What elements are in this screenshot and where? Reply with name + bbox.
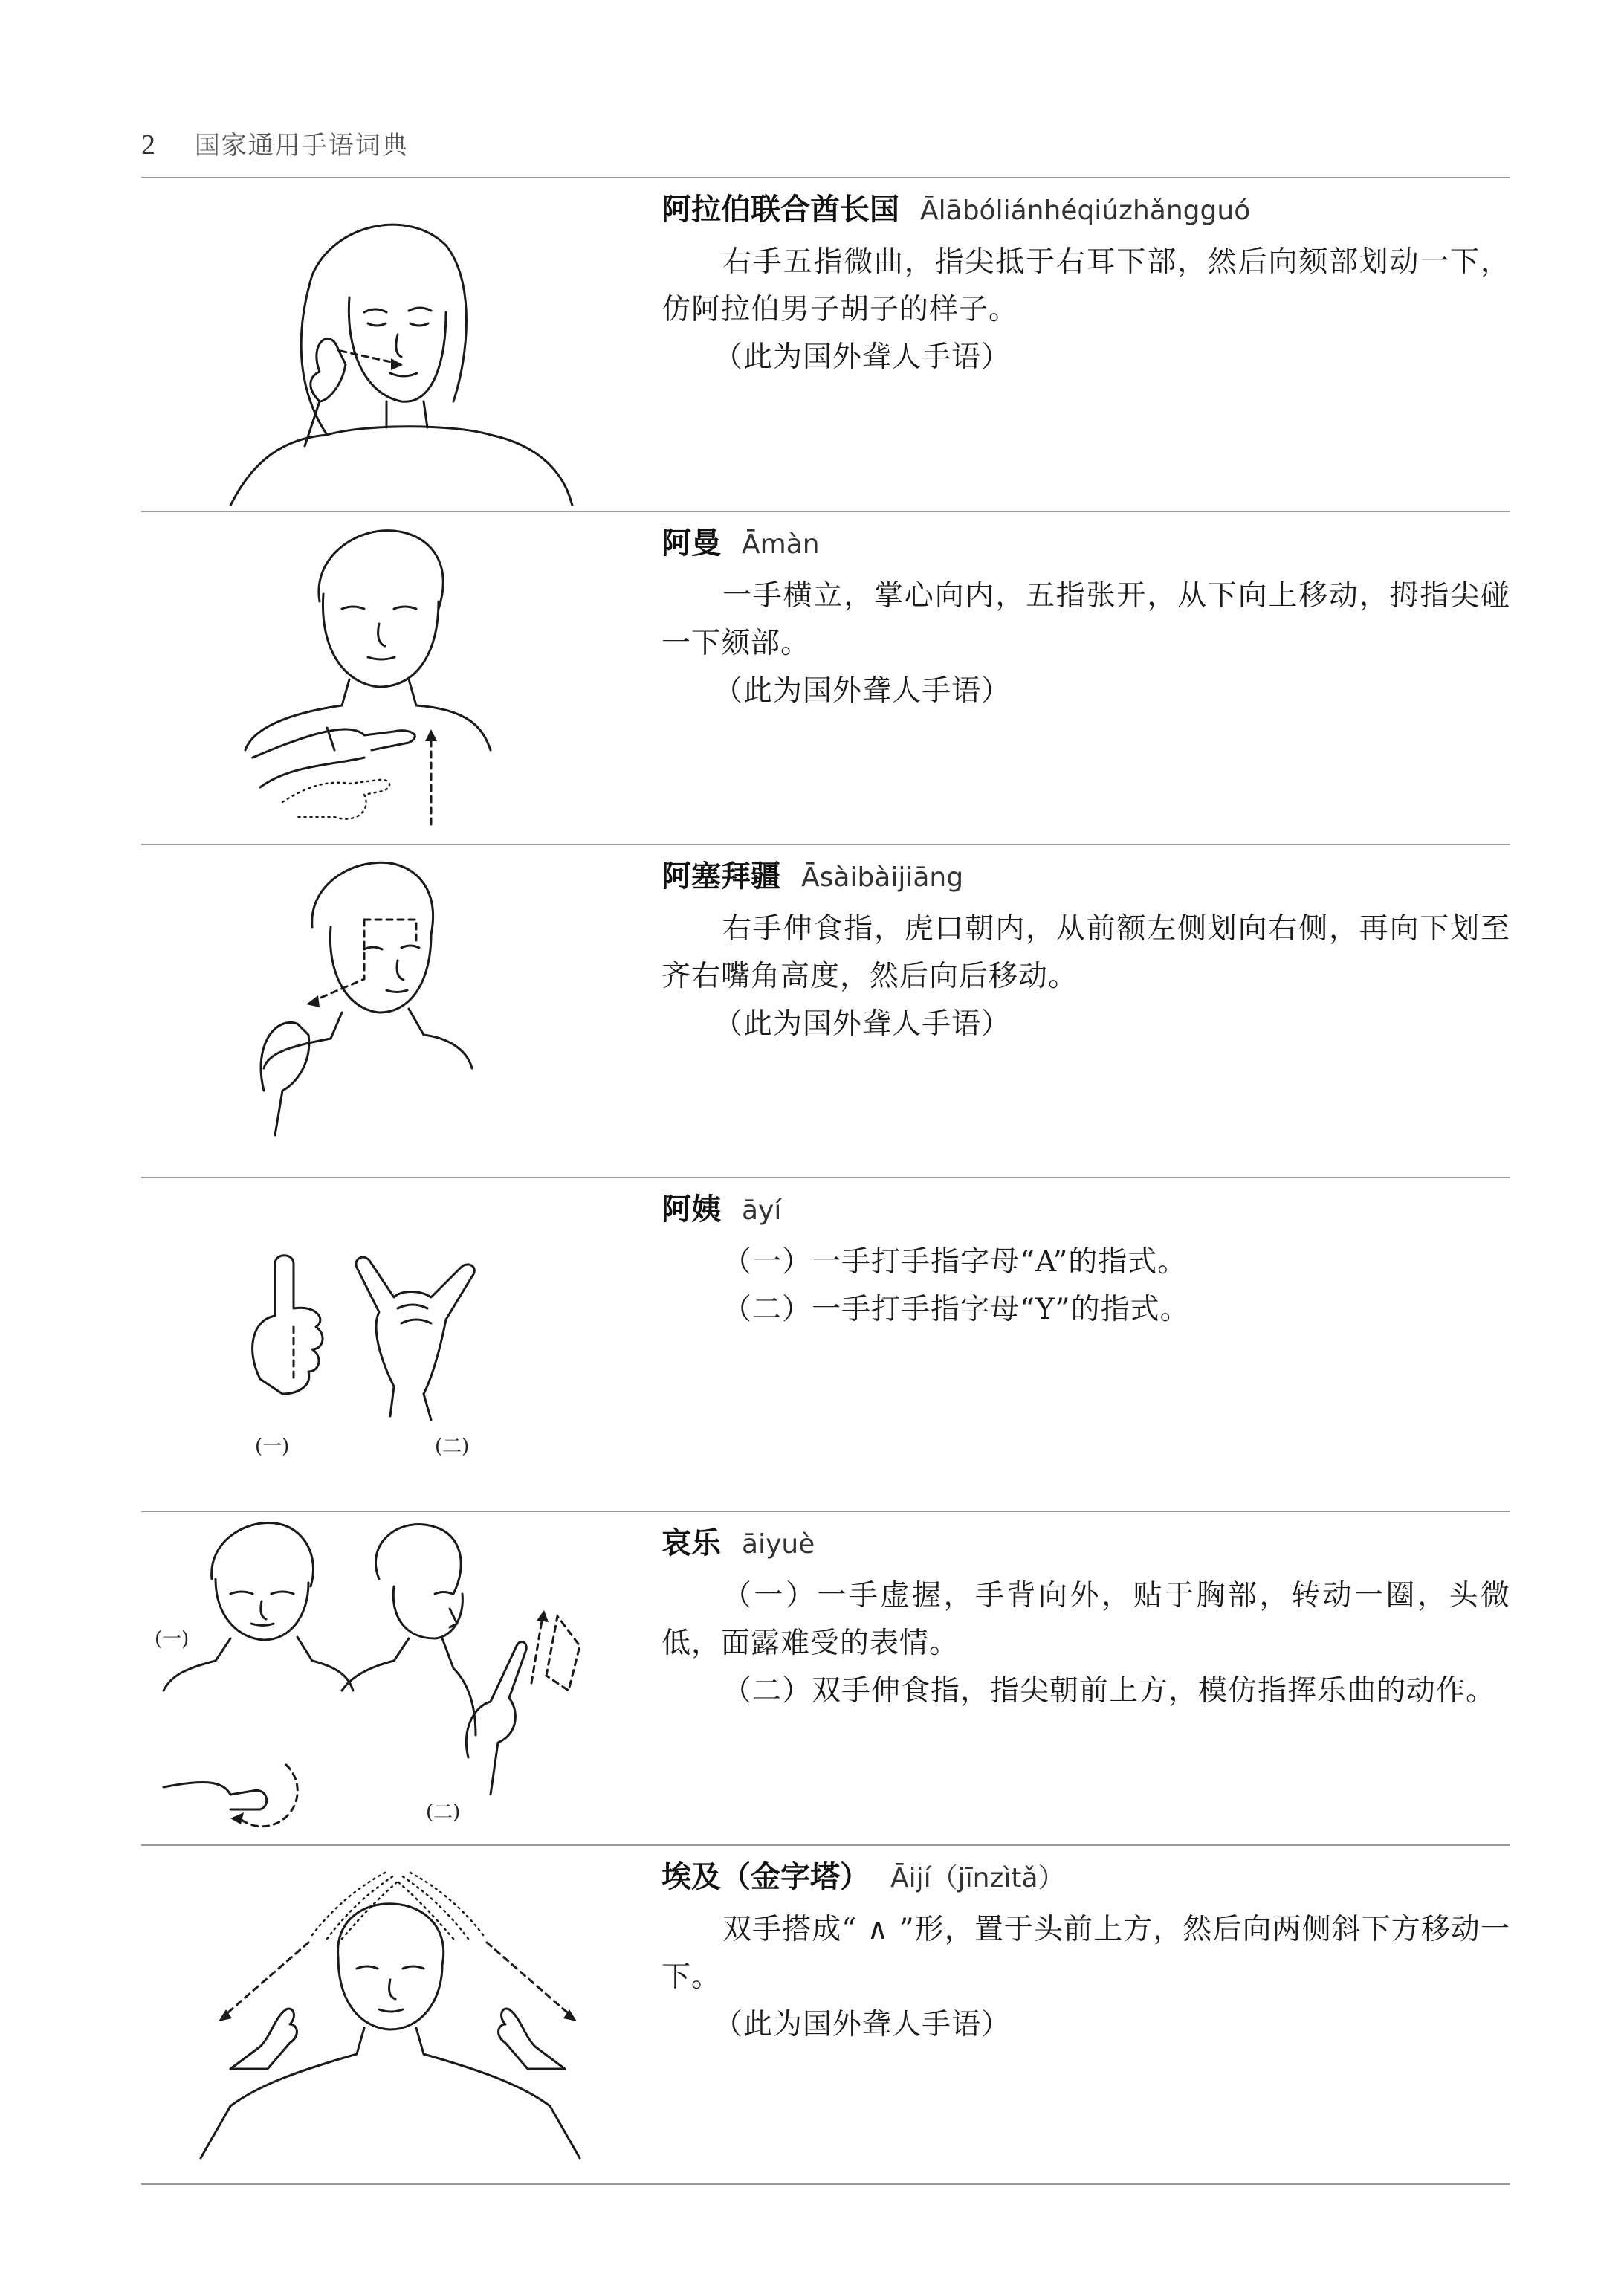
entry-headword: 阿姨 (661, 1192, 721, 1227)
page-header (141, 125, 409, 161)
entry-note: （此为国外聋人手语） (714, 340, 1012, 374)
entry-note: （此为国外聋人手语） (714, 1007, 1012, 1041)
caption-one: (一) (255, 1436, 290, 1458)
entry-definition: 右手五指微曲，指尖抵于右耳下部，然后向颏部划动一下，仿阿拉伯男子胡子的样子。 (661, 245, 1510, 326)
dictionary-entry (141, 1512, 1510, 1844)
entry-pinyin: āiyuè (742, 1529, 815, 1560)
entry-definition: 一手横立，掌心向内，五指张开，从下向上移动，拇指尖碰一下颏部。 (661, 579, 1510, 660)
entry-note: （此为国外聋人手语） (714, 2008, 1012, 2041)
sign-illustration-egypt-pyramid (141, 1846, 661, 2183)
sign-illustration-azerbaijan (141, 845, 661, 1172)
caption-one: (一) (155, 1628, 190, 1650)
entry-definition-1: （一）一手虚握，手背向外，贴于胸部，转动一圈，头微低，面露难受的表情。 (661, 1579, 1510, 1660)
sign-illustration-uae (141, 178, 661, 506)
sign-illustration-funeral-music (141, 1512, 661, 1839)
entry-headword: 埃及（金字塔） (661, 1860, 870, 1894)
caption-two: (二) (426, 1801, 461, 1824)
sign-illustration-oman (141, 512, 661, 839)
entry-pinyin: Āmàn (742, 529, 820, 560)
sign-illustration-aunt (141, 1178, 661, 1505)
entry-definition-1: （一）一手打手指字母“A”的指式。 (722, 1245, 1188, 1279)
entry-pinyin: Āsàibàijiāng (801, 862, 964, 893)
divider-bottom (141, 2183, 1510, 2185)
dictionary-entry (141, 1178, 1510, 1511)
entry-definition-2: （二）一手打手指字母“Y”的指式。 (722, 1293, 1190, 1326)
entry-definition: 双手搭成“ ∧ ”形，置于头前上方，然后向两侧斜下方移动一下。 (661, 1913, 1510, 1994)
entry-headword: 阿拉伯联合酋长国 (661, 193, 899, 227)
caption-two: (二) (435, 1436, 470, 1458)
dictionary-entry (141, 178, 1510, 511)
dictionary-entry (141, 1846, 1510, 2183)
dictionary-entry (141, 512, 1510, 844)
entry-headword: 阿曼 (661, 526, 721, 561)
book-title: 国家通用手语词典 (194, 131, 409, 161)
entry-definition-2: （二）双手伸食指，指尖朝前上方，模仿指挥乐曲的动作。 (722, 1674, 1496, 1708)
entry-pinyin: Āijí（jīnzìtǎ） (890, 1863, 1065, 1893)
dictionary-entry (141, 845, 1510, 1177)
entry-definition: 右手伸食指，虎口朝内，从前额左侧划向右侧，再向下划至齐右嘴角高度，然后向后移动。 (661, 912, 1510, 993)
entry-note: （此为国外聋人手语） (714, 674, 1012, 708)
entry-headword: 阿塞拜疆 (661, 859, 780, 894)
entry-headword: 哀乐 (661, 1526, 721, 1560)
entry-pinyin: Ālābóliánhéqiúzhǎngguó (920, 196, 1251, 226)
page-number: 2 (141, 129, 157, 161)
entry-pinyin: āyí (742, 1195, 782, 1226)
